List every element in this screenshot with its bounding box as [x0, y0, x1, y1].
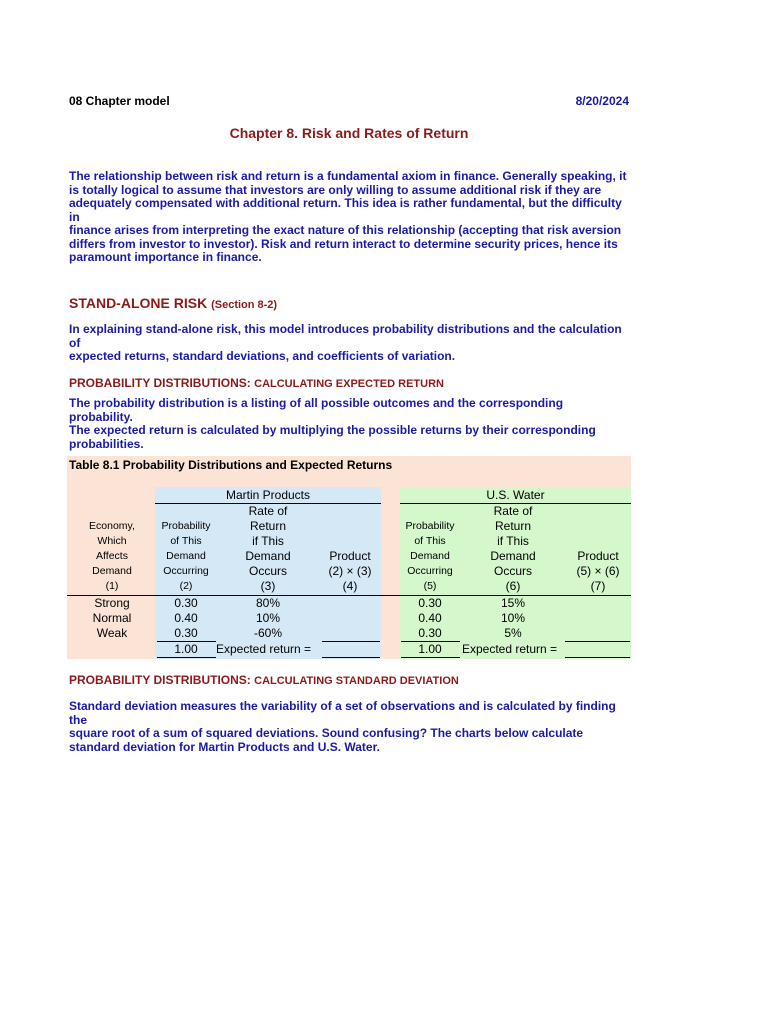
rate-header-line: Rate of — [248, 504, 288, 518]
expected-line: The expected return is calculated by multiplying the possible returns by their corresponding — [69, 423, 596, 437]
martin-prob-cell: 0.30 — [174, 596, 198, 610]
product-header-line: (7) — [590, 579, 606, 593]
standalone-line: expected returns, standard deviations, and coefficients of variation. — [69, 349, 456, 363]
martin-prob-bottom-rule — [157, 657, 216, 658]
standalone-heading — [69, 295, 277, 311]
std-line: Standard deviation measures the variability of a set of observations and is calculated by finding the — [69, 699, 616, 727]
water-prob-cell: 0.30 — [418, 626, 442, 640]
expected-return-heading — [69, 376, 444, 390]
martin-prob-cell: 0.40 — [174, 611, 198, 625]
intro-line: adequately compensated with additional return. This idea is rather fundamental, but the difficulty in — [69, 196, 622, 224]
expected-line: The probability distribution is a listing of all possible outcomes and the corresponding probability. — [69, 396, 564, 424]
prob-header-line: (5) — [423, 580, 437, 592]
intro-paragraph — [69, 170, 629, 265]
martin-rate-header — [218, 504, 318, 594]
martin-product-bottom-rule — [322, 657, 380, 658]
std-dev-paragraph — [69, 700, 629, 754]
water-prob-header — [401, 519, 459, 594]
model-name: 08 Chapter model — [69, 94, 170, 108]
economy-header-line: Affects — [96, 550, 128, 562]
water-prob-bottom-rule — [401, 657, 460, 658]
prob-header-line: of This — [414, 535, 446, 547]
prob-dist-subtitle: CALCULATING STANDARD DEVIATION — [254, 675, 459, 687]
economy-header-line: Which — [97, 535, 127, 547]
martin-prob-cell: 0.30 — [174, 626, 198, 640]
rate-header-line: (3) — [260, 579, 276, 593]
prob-header-line: Occurring — [407, 565, 453, 577]
std-line: standard deviation for Martin Products and U.S. Water. — [69, 739, 380, 754]
water-prob-cell: 0.30 — [418, 596, 442, 610]
economy-cell: Weak — [96, 626, 128, 640]
rate-header-line: Demand — [245, 549, 291, 563]
martin-prob-header — [157, 519, 215, 594]
section-ref: (Section 8-2) — [211, 299, 278, 311]
water-rate-cell: 10% — [500, 611, 526, 625]
rate-header-line: Demand — [490, 549, 536, 563]
prob-dist-subtitle: CALCULATING EXPECTED RETURN — [254, 378, 444, 390]
economy-cell: Normal — [92, 611, 132, 625]
date-label: 8/20/2024 — [575, 94, 629, 108]
economy-header-line: Economy, — [89, 520, 135, 532]
economy-cell: Strong — [94, 596, 130, 610]
expected-return-paragraph — [69, 397, 629, 451]
std-dev-heading — [69, 673, 459, 687]
standalone-paragraph — [69, 323, 629, 364]
rate-header-line: Return — [249, 519, 287, 533]
water-product-total-rule — [565, 641, 630, 642]
water-rate-cell: 15% — [500, 596, 526, 610]
water-product-bottom-rule — [565, 657, 630, 658]
intro-line: paramount importance in finance. — [69, 250, 262, 264]
prob-header-line: Probability — [161, 520, 211, 532]
martin-rate-cell: 10% — [255, 611, 281, 625]
prob-header-line: Demand — [410, 550, 450, 562]
chapter-title: Chapter 8. Risk and Rates of Return — [229, 125, 469, 141]
martin-product-total-rule — [322, 641, 380, 642]
economy-header-line: (1) — [105, 580, 119, 592]
economy-column-header — [67, 519, 157, 594]
standalone-title: STAND-ALONE RISK — [69, 295, 208, 311]
prob-dist-title: PROBABILITY DISTRIBUTIONS: — [69, 673, 251, 687]
intro-line: differs from investor to investor). Risk and return interact to determine security prices, hence its — [69, 236, 618, 251]
product-header-line: (5) × (6) — [576, 564, 620, 578]
intro-line: is totally logical to assume that investors are only willing to assume additional risk if they are — [69, 182, 602, 197]
martin-product-header — [320, 549, 380, 594]
standalone-line: In explaining stand-alone risk, this model introduces probability distributions and the calculation of — [69, 322, 622, 350]
water-expected-return-label: Expected return = — [462, 642, 558, 656]
water-prob-cell: 0.40 — [418, 611, 442, 625]
intro-line: The relationship between risk and return is a fundamental axiom in finance. Generally speaking, it — [69, 169, 627, 183]
expected-line: probabilities. — [69, 436, 144, 451]
prob-header-line: Occurring — [163, 565, 209, 577]
prob-dist-title: PROBABILITY DISTRIBUTIONS: — [69, 376, 251, 390]
martin-expected-return-label: Expected return = — [216, 642, 312, 656]
product-header-line: Product — [577, 549, 619, 563]
rate-header-line: Rate of — [493, 504, 533, 518]
rate-header-line: Occurs — [493, 564, 532, 578]
rate-header-line: Occurs — [248, 564, 287, 578]
table-title: Table 8.1 Probability Distributions and Expected Returns — [69, 458, 393, 472]
prob-header-line: of This — [170, 535, 202, 547]
water-rate-cell: 5% — [504, 626, 522, 640]
martin-products-header: Martin Products — [225, 488, 311, 502]
water-rate-header — [463, 504, 563, 594]
us-water-header: U.S. Water — [486, 488, 545, 502]
prob-header-line: Probability — [405, 520, 455, 532]
water-prob-total: 1.00 — [418, 642, 442, 656]
water-product-header — [566, 549, 630, 594]
rate-header-line: if This — [497, 534, 529, 548]
product-header-line: (4) — [342, 579, 358, 593]
product-header-line: (2) × (3) — [328, 564, 372, 578]
product-header-line: Product — [329, 549, 371, 563]
economy-header-line: Demand — [92, 565, 132, 577]
prob-header-line: Demand — [166, 550, 206, 562]
rate-header-line: (6) — [505, 579, 521, 593]
rate-header-line: if This — [252, 534, 284, 548]
martin-prob-total: 1.00 — [174, 642, 198, 656]
std-line: square root of a sum of squared deviations. Sound confusing? The charts below calculate — [69, 726, 584, 740]
martin-rate-cell: 80% — [255, 596, 281, 610]
martin-rate-cell: -60% — [253, 626, 282, 640]
prob-header-line: (2) — [179, 580, 193, 592]
rate-header-line: Return — [494, 519, 532, 533]
intro-line: finance arises from interpreting the exact nature of this relationship (accepting that risk aversion — [69, 223, 622, 237]
